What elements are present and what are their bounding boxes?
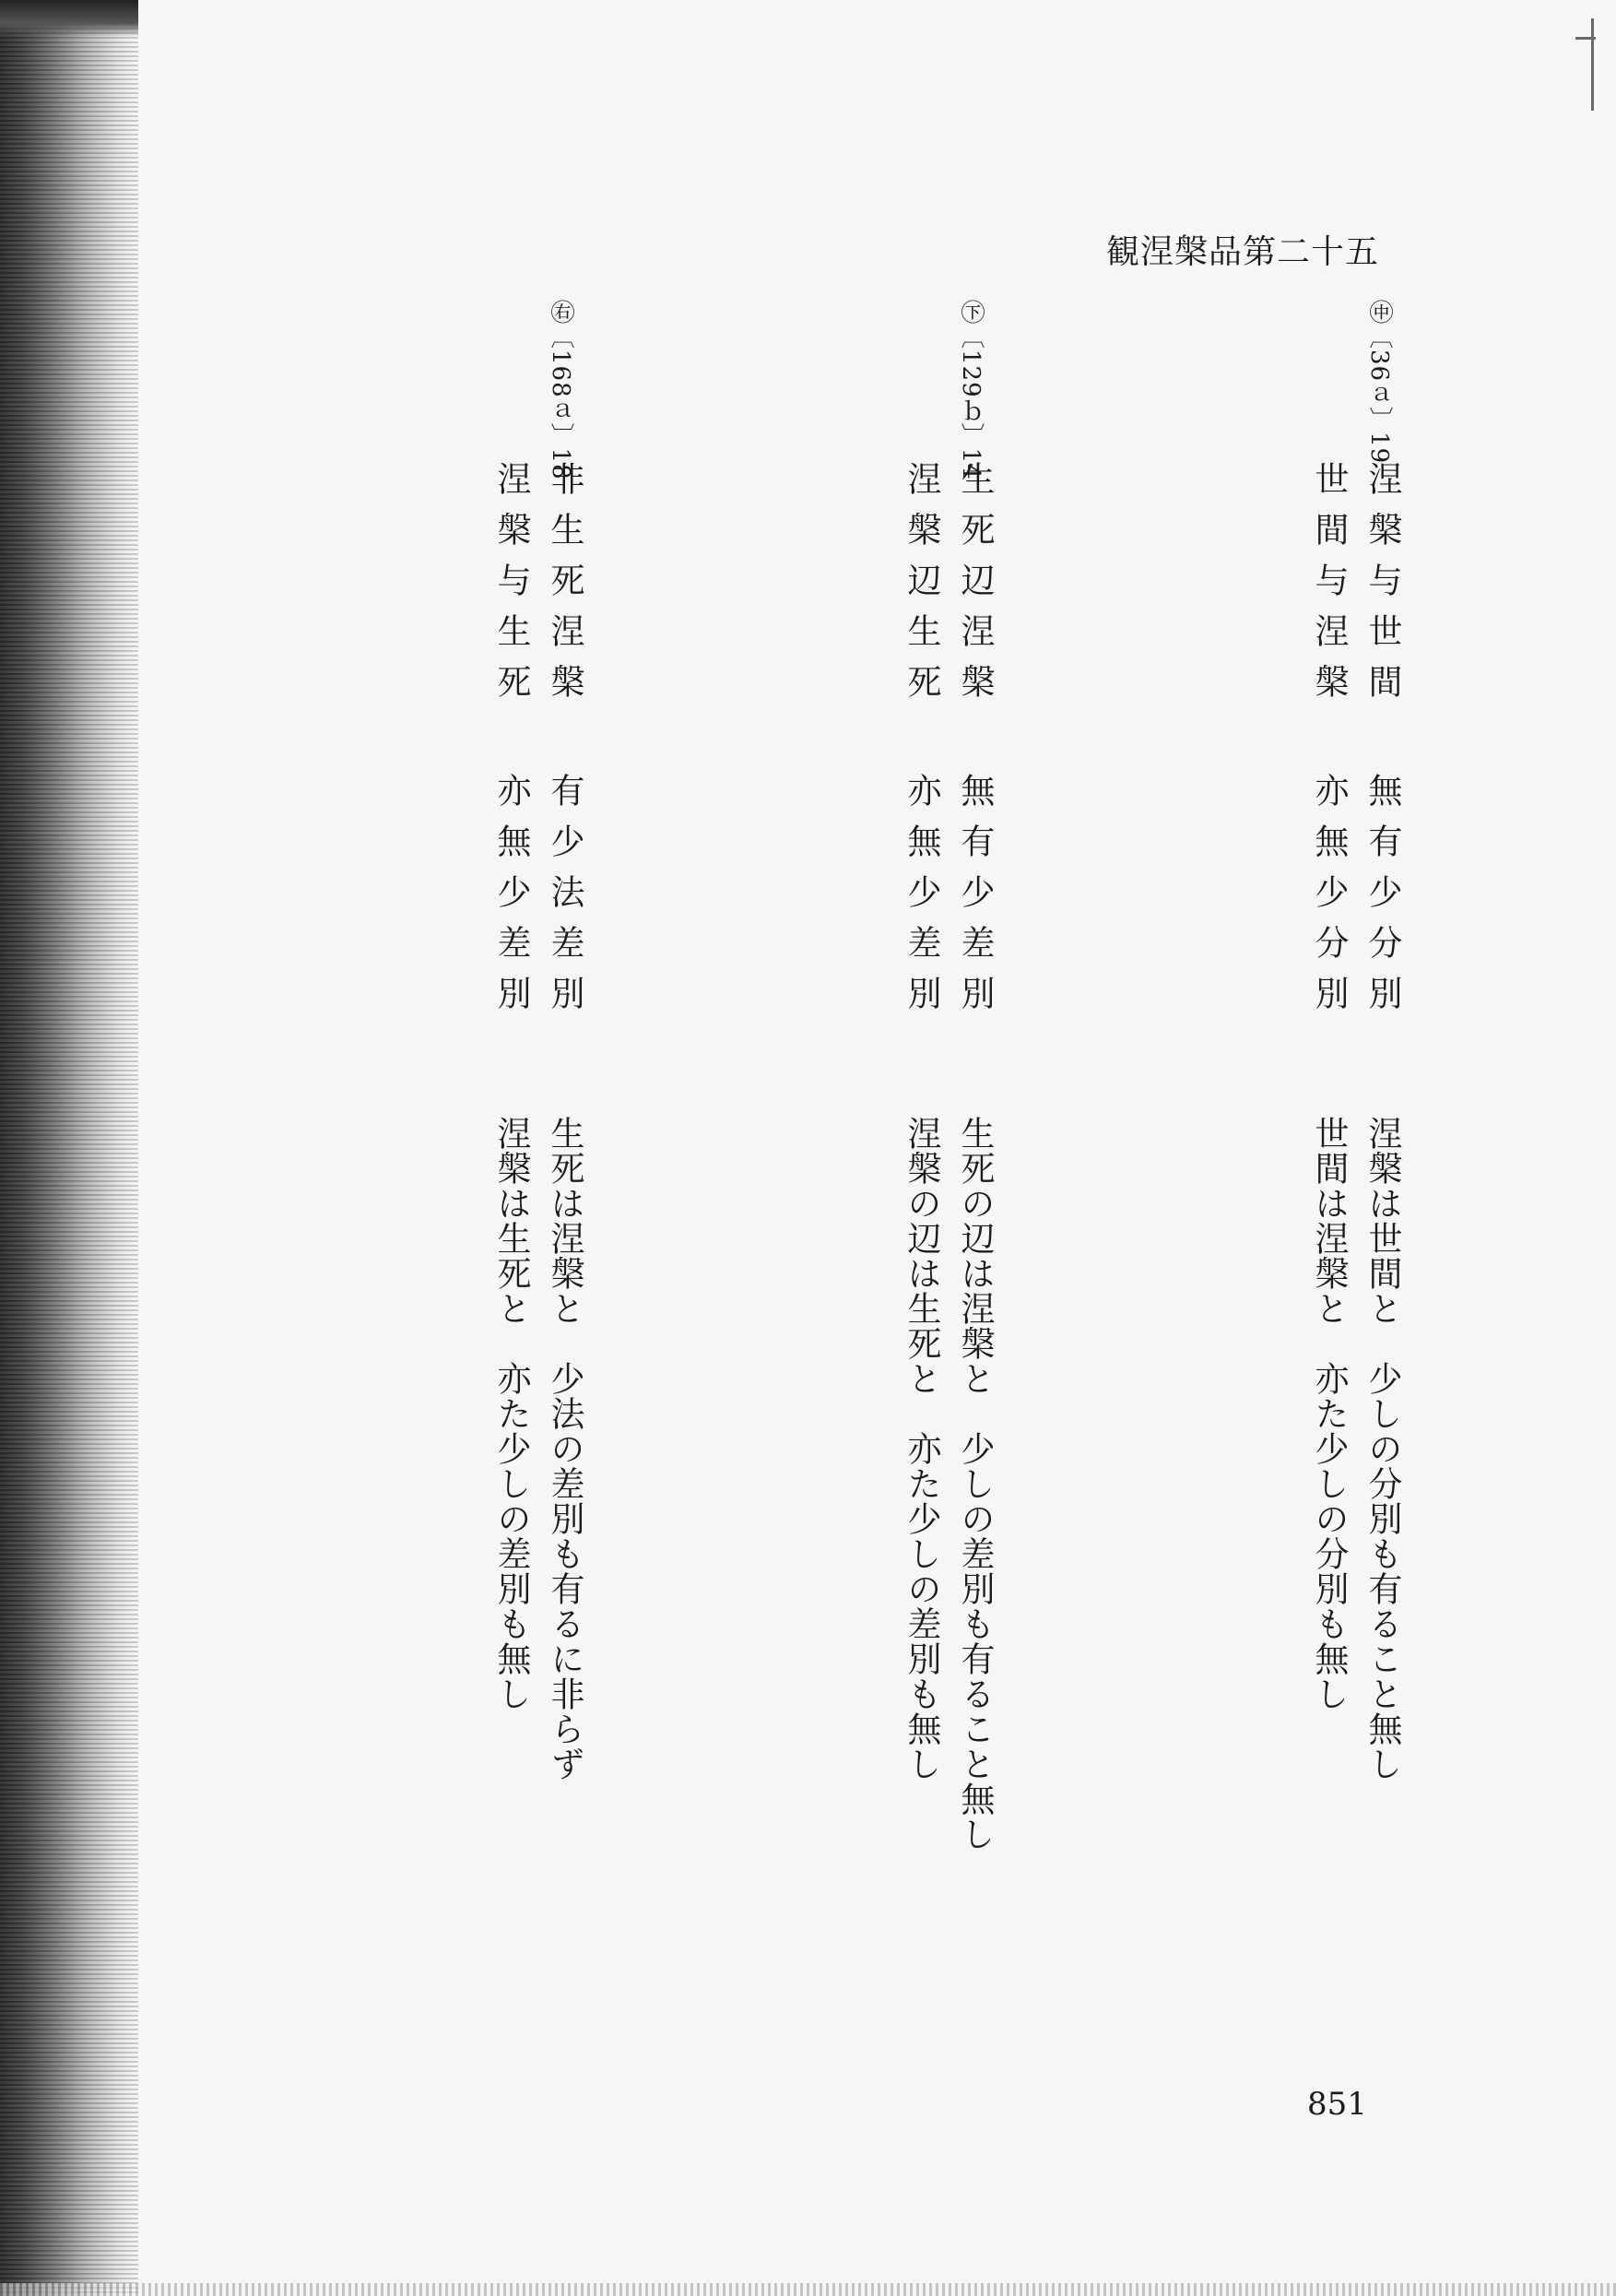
page-header-title: 観涅槃品第二十五 — [1106, 233, 1380, 271]
stanza-2-translation-line1: 生死の辺は涅槃と 少しの差別も有ること無し — [955, 1116, 995, 1852]
scan-margin-mark — [1591, 18, 1594, 111]
stanza-2-reference: ㊦〔129ｂ〕14 — [957, 300, 985, 480]
stanza-3-verse-line2-a: 涅槃与生死 — [491, 461, 531, 715]
stanza-3-verse-line1-a: 非生死涅槃 — [545, 461, 584, 715]
stanza-1-translation-line1: 涅槃は世間と 少しの分別も有ること無し — [1362, 1116, 1402, 1781]
stanza-1-verse-line1-b: 無有少分別 — [1362, 773, 1402, 1026]
stanza-3-reference: ㊨〔168ａ〕18 — [547, 300, 574, 480]
stanza-1-translation-line2: 世間は涅槃と 亦た少しの分別も無し — [1309, 1116, 1349, 1711]
stanza-2-verse-line1-b: 無有少差別 — [955, 773, 995, 1026]
stanza-3-translation-line2: 涅槃は生死と 亦た少しの差別も無し — [491, 1116, 531, 1711]
stanza-2-translation-line2: 涅槃の辺は生死と 亦た少しの差別も無し — [902, 1116, 941, 1781]
stanza-2-verse-line2-b: 亦無少差別 — [902, 773, 941, 1026]
scan-binding-shadow — [0, 0, 138, 2296]
stanza-2-verse-line2-a: 涅槃辺生死 — [902, 461, 941, 715]
scan-margin-mark — [1575, 37, 1596, 40]
stanza-1-verse-line2-b: 亦無少分別 — [1309, 773, 1349, 1026]
stanza-1-reference: ㊥〔36ａ〕19 — [1365, 300, 1393, 465]
stanza-1-verse-line1-a: 涅槃与世間 — [1362, 461, 1402, 715]
scan-corner-shadow — [0, 0, 138, 37]
page-number: 851 — [1307, 2086, 1367, 2123]
stanza-3-verse-line1-b: 有少法差別 — [545, 773, 584, 1026]
stanza-1-verse-line2-a: 世間与涅槃 — [1309, 461, 1349, 715]
stanza-3-translation-line1: 生死は涅槃と 少法の差別も有るに非らず — [545, 1116, 584, 1781]
stanza-2-verse-line1-a: 生死辺涅槃 — [955, 461, 995, 715]
scan-bottom-edge — [0, 2283, 1616, 2296]
stanza-3-verse-line2-b: 亦無少差別 — [491, 773, 531, 1026]
